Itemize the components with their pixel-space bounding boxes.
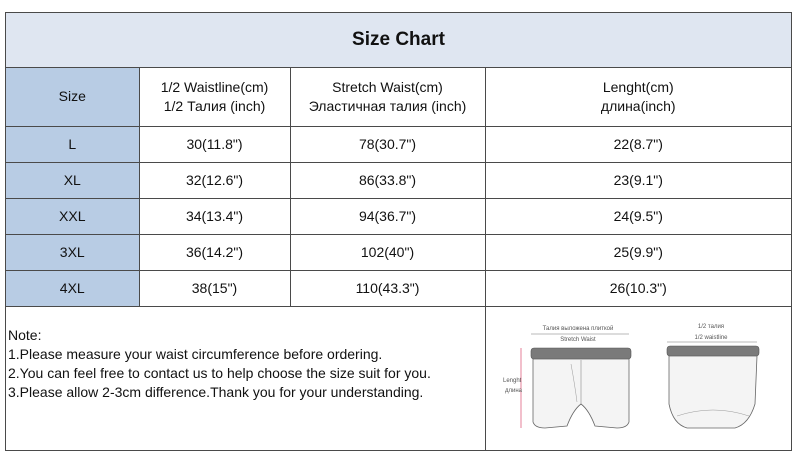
waistline-cell: 36(14.2") <box>139 234 290 270</box>
size-cell: 3XL <box>6 234 139 270</box>
header-length <box>485 68 791 126</box>
waistline-cell: 30(11.8") <box>139 126 290 162</box>
header-waistline-en: 1/2 Waistline(cm) <box>160 78 269 95</box>
note-line: 1.Please measure your waist circumference before ordering. <box>8 346 383 362</box>
front-waistband <box>531 348 631 359</box>
notes-heading: Note: <box>8 327 42 343</box>
stretch-waist-cell: 102(40") <box>290 234 485 270</box>
length-label-ru: длина <box>505 388 523 394</box>
notes-box <box>6 304 486 450</box>
back-briefs-body <box>669 356 757 428</box>
front-label-ru: Талия выложена плиткой <box>542 326 614 332</box>
table-row <box>6 126 791 162</box>
note-line: 3.Please allow 2-3cm difference.Thank you for your understanding. <box>8 384 424 400</box>
underwear-diagram-svg <box>487 304 791 450</box>
table-row <box>6 270 791 306</box>
size-cell: 4XL <box>6 270 139 306</box>
size-cell: XL <box>6 162 139 198</box>
front-briefs-illustration <box>503 325 631 428</box>
length-cell: 22(8.7") <box>485 126 791 162</box>
measurement-diagram <box>487 304 791 450</box>
length-cell: 26(10.3") <box>485 270 791 306</box>
header-waistline <box>139 68 290 126</box>
stretch-waist-cell: 94(36.7") <box>290 198 485 234</box>
table-row <box>6 234 791 270</box>
size-cell: XXL <box>6 198 139 234</box>
table-header-row <box>6 68 791 126</box>
header-size: Size <box>6 68 139 126</box>
waistline-cell: 32(12.6") <box>139 162 290 198</box>
stretch-waist-cell: 110(43.3") <box>290 270 485 306</box>
back-waistband <box>667 346 759 356</box>
length-cell: 23(9.1") <box>485 162 791 198</box>
stretch-waist-cell: 78(30.7") <box>290 126 485 162</box>
size-cell: L <box>6 126 139 162</box>
stretch-waist-cell: 86(33.8") <box>290 162 485 198</box>
header-stretch-waist <box>290 68 485 126</box>
header-stretch-en: Stretch Waist(cm) <box>332 78 443 95</box>
waistline-cell: 34(13.4") <box>139 198 290 234</box>
header-stretch-ru: Эластичная талия (inch) <box>308 97 467 114</box>
note-line: 2.You can feel free to contact us to help choose the size suit for you. <box>8 365 431 381</box>
header-length-en: Lenght(cm) <box>602 78 674 95</box>
front-label-en: Stretch Waist <box>560 337 596 343</box>
back-label-en: 1/2 waistline <box>694 335 728 341</box>
header-waistline-ru: 1/2 Талия (inch) <box>163 97 266 114</box>
size-chart-frame <box>5 12 792 451</box>
size-table <box>6 68 791 307</box>
length-cell: 24(9.5") <box>485 198 791 234</box>
back-label-ru: 1/2 талия <box>697 324 725 330</box>
table-row <box>6 162 791 198</box>
length-label-en: Lenght <box>503 378 522 384</box>
back-briefs-illustration <box>667 324 759 428</box>
chart-title: Size Chart <box>6 13 791 68</box>
header-length-ru: длина(inch) <box>600 97 676 114</box>
notes-section <box>6 304 791 450</box>
length-cell: 25(9.9") <box>485 234 791 270</box>
waistline-cell: 38(15") <box>139 270 290 306</box>
table-row <box>6 198 791 234</box>
